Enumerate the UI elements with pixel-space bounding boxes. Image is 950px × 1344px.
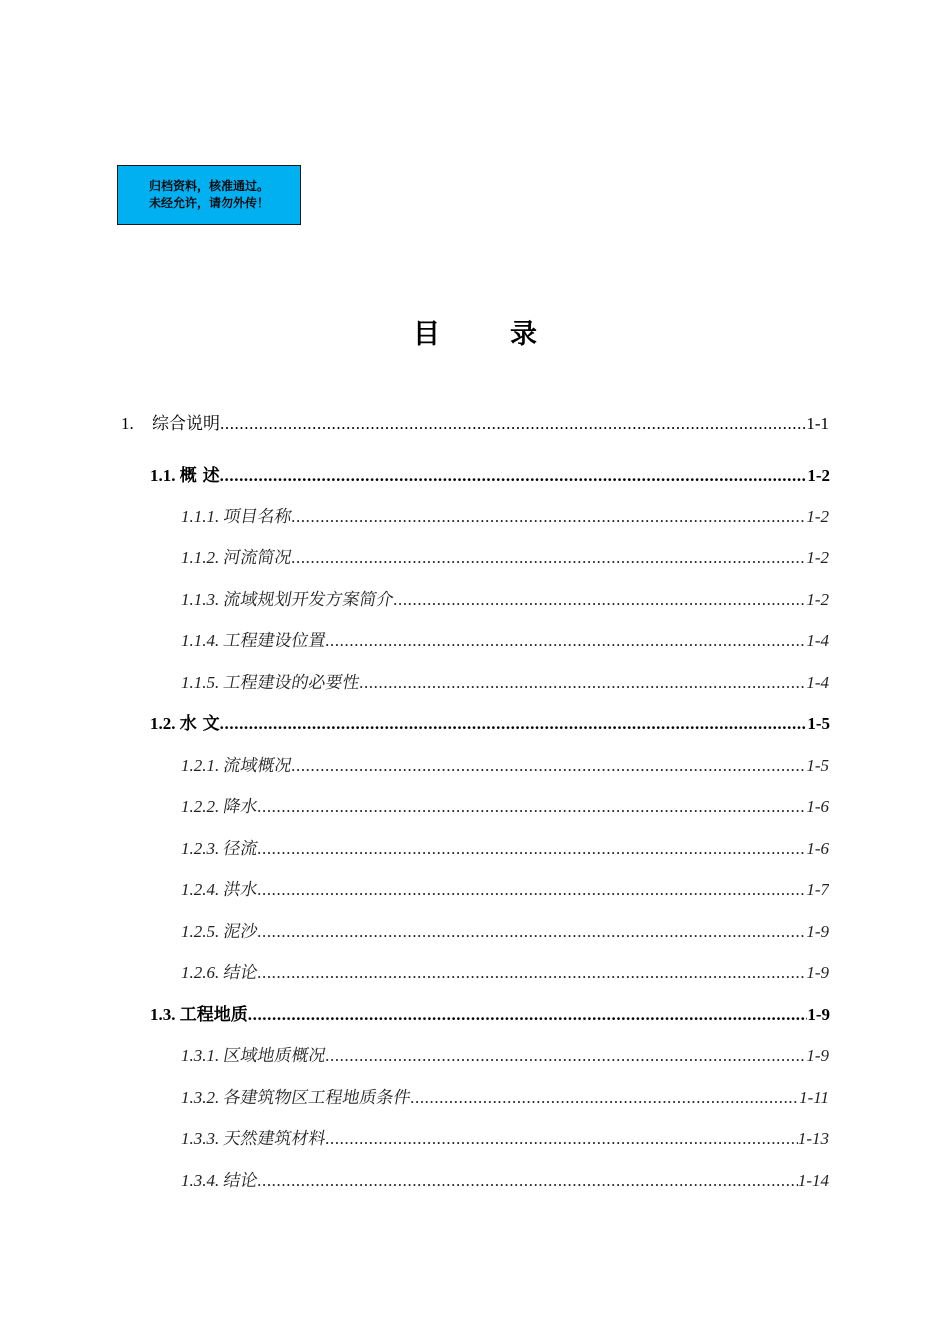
toc-entry-number: 1.3.1. xyxy=(181,1046,220,1065)
toc-entry-number: 1.2. xyxy=(150,714,176,733)
toc-entry-page: 1-4 xyxy=(806,631,829,650)
toc-entry[interactable] xyxy=(181,543,829,568)
toc-entry-page: 1-9 xyxy=(806,922,829,941)
toc-entry[interactable] xyxy=(181,1083,829,1108)
toc-title-char-1: 目 xyxy=(413,319,440,350)
toc-entry[interactable] xyxy=(181,834,829,859)
toc-leader xyxy=(326,631,807,651)
toc-leader xyxy=(220,714,808,734)
toc-entry[interactable] xyxy=(181,792,829,817)
toc-leader xyxy=(258,963,807,983)
toc-entry-text: 结论 xyxy=(221,963,259,983)
toc-entry-number: 1. xyxy=(121,414,134,433)
toc-entry-number: 1.1.1. xyxy=(181,507,220,526)
toc-entry-number: 1.1.3. xyxy=(181,590,220,609)
toc-entry-number: 1.2.4. xyxy=(181,880,220,899)
toc-leader xyxy=(258,922,807,942)
toc-entry-text: 天然建筑材料 xyxy=(221,1129,327,1149)
toc-leader xyxy=(258,880,807,900)
toc-leader xyxy=(258,839,807,859)
toc-entry-text: 降水 xyxy=(221,797,259,817)
toc-leader xyxy=(292,756,807,776)
toc-entry[interactable] xyxy=(181,958,829,983)
toc-entry-text: 流域规划开发方案简介 xyxy=(221,590,395,610)
toc-entry[interactable] xyxy=(150,461,830,486)
toc-entry[interactable] xyxy=(181,1166,829,1191)
toc-entry-text: 河流简况 xyxy=(221,548,293,568)
toc-entry-text: 径流 xyxy=(221,839,259,859)
toc-entry-number: 1.1. xyxy=(150,466,176,485)
toc-entry[interactable] xyxy=(181,751,829,776)
toc-entry-page: 1-14 xyxy=(797,1171,829,1190)
toc-entry-text: 泥沙 xyxy=(221,922,259,942)
toc-entry-text: 工程地质 xyxy=(179,1005,248,1025)
toc-entry-text: 概 述 xyxy=(179,466,220,486)
toc-entry[interactable] xyxy=(181,875,829,900)
toc-entry-text: 工程建设位置 xyxy=(221,631,327,651)
toc-entry-text: 项目名称 xyxy=(221,507,293,527)
toc-entry-number: 1.1.5. xyxy=(181,673,220,692)
toc-leader xyxy=(292,507,807,527)
toc-entry-page: 1-5 xyxy=(807,714,830,733)
toc-entry-page: 1-11 xyxy=(799,1088,829,1107)
toc-entry-text: 洪水 xyxy=(221,880,259,900)
stamp-line-2: 未经允许，请勿外传！ xyxy=(148,196,269,210)
toc-leader xyxy=(258,797,807,817)
toc-entry-number: 1.3.2. xyxy=(181,1088,220,1107)
toc-entry-page: 1-2 xyxy=(807,466,830,485)
toc-entry-page: 1-9 xyxy=(806,963,829,982)
toc-entry[interactable] xyxy=(181,1041,829,1066)
toc-entry-page: 1-9 xyxy=(806,1046,829,1065)
toc-entry-text: 结论 xyxy=(221,1171,259,1191)
stamp-line-1: 归档资料，核准通过。 xyxy=(148,179,269,193)
toc-entry-text: 流域概况 xyxy=(221,756,293,776)
archive-stamp xyxy=(117,165,301,225)
toc-entry[interactable] xyxy=(181,917,829,942)
toc-entry-text: 综合说明 xyxy=(152,414,220,434)
toc-leader xyxy=(394,590,807,610)
toc-entry-number: 1.2.3. xyxy=(181,839,220,858)
toc-leader xyxy=(292,548,807,568)
toc-title xyxy=(0,312,950,351)
toc-entry-page: 1-4 xyxy=(806,673,829,692)
toc-entry-number: 1.3. xyxy=(150,1005,176,1024)
toc-entry-page: 1-2 xyxy=(806,590,829,609)
toc-entry-page: 1-7 xyxy=(806,880,829,899)
toc-entry-number: 1.2.5. xyxy=(181,922,220,941)
toc-entry-page: 1-5 xyxy=(806,756,829,775)
toc-leader xyxy=(220,466,808,486)
toc-entry-text: 区域地质概况 xyxy=(221,1046,327,1066)
toc-entry-number: 1.2.2. xyxy=(181,797,220,816)
toc-leader xyxy=(258,1171,798,1191)
toc-entry[interactable] xyxy=(181,668,829,693)
toc-entry-page: 1-2 xyxy=(806,548,829,567)
toc-entry-text: 各建筑物区工程地质条件 xyxy=(221,1088,412,1108)
toc-entry[interactable] xyxy=(150,709,830,734)
toc-entry-page: 1-2 xyxy=(806,507,829,526)
toc-entry-number: 1.3.3. xyxy=(181,1129,220,1148)
toc-entry[interactable] xyxy=(181,502,829,527)
toc-entry-number: 1.3.4. xyxy=(181,1171,220,1190)
toc-entry[interactable] xyxy=(150,1000,830,1025)
toc-entry-page: 1-1 xyxy=(806,414,829,433)
toc-leader xyxy=(326,1046,807,1066)
toc-entry-number: 1.1.4. xyxy=(181,631,220,650)
toc-leader xyxy=(411,1088,800,1108)
toc-entry-number: 1.1.2. xyxy=(181,548,220,567)
toc-leader xyxy=(220,414,806,434)
toc-entry-number: 1.2.6. xyxy=(181,963,220,982)
toc-leader xyxy=(326,1129,798,1149)
toc-entry[interactable] xyxy=(121,409,829,434)
toc-leader xyxy=(248,1005,808,1025)
toc-entry-page: 1-9 xyxy=(807,1005,830,1024)
toc-entry[interactable] xyxy=(181,626,829,651)
toc-entry[interactable] xyxy=(181,585,829,610)
toc-entry-page: 1-6 xyxy=(806,839,829,858)
toc-entry-page: 1-13 xyxy=(797,1129,829,1148)
toc-entry-text: 水 文 xyxy=(179,714,220,734)
toc-leader xyxy=(360,673,807,693)
toc-entry-text: 工程建设的必要性 xyxy=(221,673,361,693)
toc-entry-page: 1-6 xyxy=(806,797,829,816)
toc-entry-number: 1.2.1. xyxy=(181,756,220,775)
toc-title-char-2: 录 xyxy=(510,319,537,350)
toc-entry[interactable] xyxy=(181,1124,829,1149)
